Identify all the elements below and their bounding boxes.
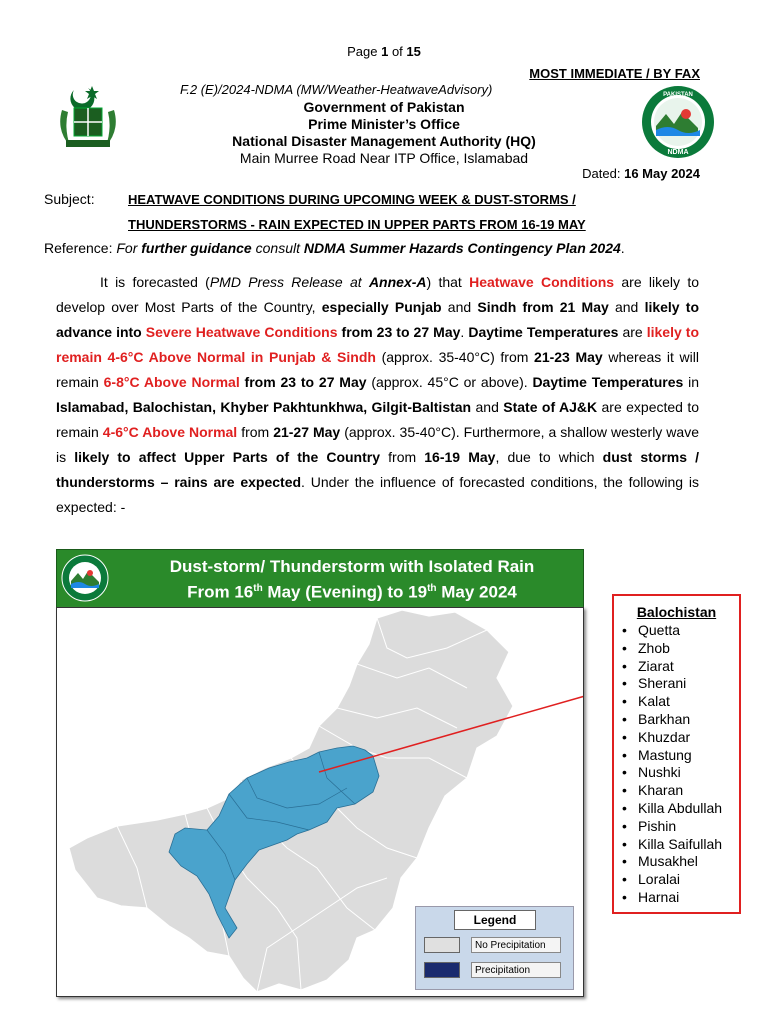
map-title: Dust-storm/ Thunderstorm with Isolated Rain From 16th May (Evening) to 19th May 2024: [169, 557, 535, 602]
reference-line: Reference: For further guidance consult NDMA Summer Hazards Contingency Plan 2024.: [44, 240, 625, 256]
header-line-1: Government of Pakistan: [303, 99, 465, 115]
map-legend: [415, 906, 574, 990]
district-item: • Barkhan: [620, 711, 722, 729]
balochistan-title: Balochistan: [636, 604, 717, 620]
district-item: • Harnai: [620, 889, 722, 907]
district-item: • Killa Saifullah: [620, 836, 722, 854]
ndma-logo-text: NDMA: [667, 149, 689, 156]
subject-line-1: HEATWAVE CONDITIONS DURING UPCOMING WEEK & DUST-STORMS /: [128, 192, 576, 207]
district-item: • Sherani: [620, 675, 722, 693]
legend-label-no-precip: No Precipitation: [471, 937, 561, 953]
district-item: • Kalat: [620, 693, 722, 711]
subject-line-2: THUNDERSTORMS - RAIN EXPECTED IN UPPER PARTS FROM 16-19 MAY: [128, 217, 586, 232]
header-line-4: Main Murree Road Near ITP Office, Islamabad: [239, 150, 529, 166]
district-item: • Khuzdar: [620, 729, 722, 747]
district-item: • Pishin: [620, 818, 722, 836]
file-reference: F.2 (E)/2024-NDMA (MW/Weather-HeatwaveAdvisory): [180, 82, 493, 97]
district-item: • Quetta: [620, 622, 722, 640]
header-line-3: National Disaster Management Authority (HQ): [232, 133, 536, 149]
legend-swatch-precip: [424, 962, 460, 978]
district-item: • Loralai: [620, 871, 722, 889]
district-item: • Nushki: [620, 764, 722, 782]
map-title-banner: [56, 549, 584, 608]
district-item: • Zhob: [620, 640, 722, 658]
district-list: [620, 622, 722, 907]
district-item: • Ziarat: [620, 658, 722, 676]
district-item: • Musakhel: [620, 853, 722, 871]
forecast-paragraph: It is forecasted (PMD Press Release at Annex-A) that Heatwave Conditions are likely to develop over Most Parts of the Country, especially Punjab and Sindh from 21 May and likely to advance into Severe Heatwave Conditions from 23 to 27 May. Daytime Temperatures are likely to remain 4-6°C Above Normal in Punjab & Sindh (approx. 35-40°C) from 21-23 May whereas it will remain 6-8°C Above Normal from 23 to 27 May (approx. 45°C or above). Daytime Temperatures in Islamabad, Balochistan, Khyber Pakhtunkhwa, Gilgit-Baltistan and State of AJ&K are expected to remain 4-6°C Above Normal from 21-27 May (approx. 35-40°C). Furthermore, a shallow westerly wave is likely to affect Upper Parts of the Country from 16-19 May, due to which dust storms / thunderstorms – rains are expected. Under the influence of forecasted conditions, the following is expected: -: [56, 274, 700, 515]
balochistan-districts-box: [612, 594, 741, 914]
date-line: Dated: 16 May 2024: [582, 166, 700, 181]
legend-title: Legend: [454, 910, 536, 930]
ndma-logo-pakistan-text: PAKISTAN: [663, 92, 693, 98]
priority-label: MOST IMMEDIATE / BY FAX: [529, 66, 700, 81]
legend-label-precip: Precipitation: [471, 962, 561, 978]
district-item: • Kharan: [620, 782, 722, 800]
header-line-2: Prime Minister’s Office: [308, 116, 460, 132]
district-item: • Mastung: [620, 747, 722, 765]
ndma-banner-logo: [61, 554, 109, 602]
page-number: Page 1 of 15: [347, 44, 421, 59]
legend-swatch-no-precip: [424, 937, 460, 953]
district-item: • Killa Abdullah: [620, 800, 722, 818]
subject-label: Subject:: [44, 191, 95, 207]
